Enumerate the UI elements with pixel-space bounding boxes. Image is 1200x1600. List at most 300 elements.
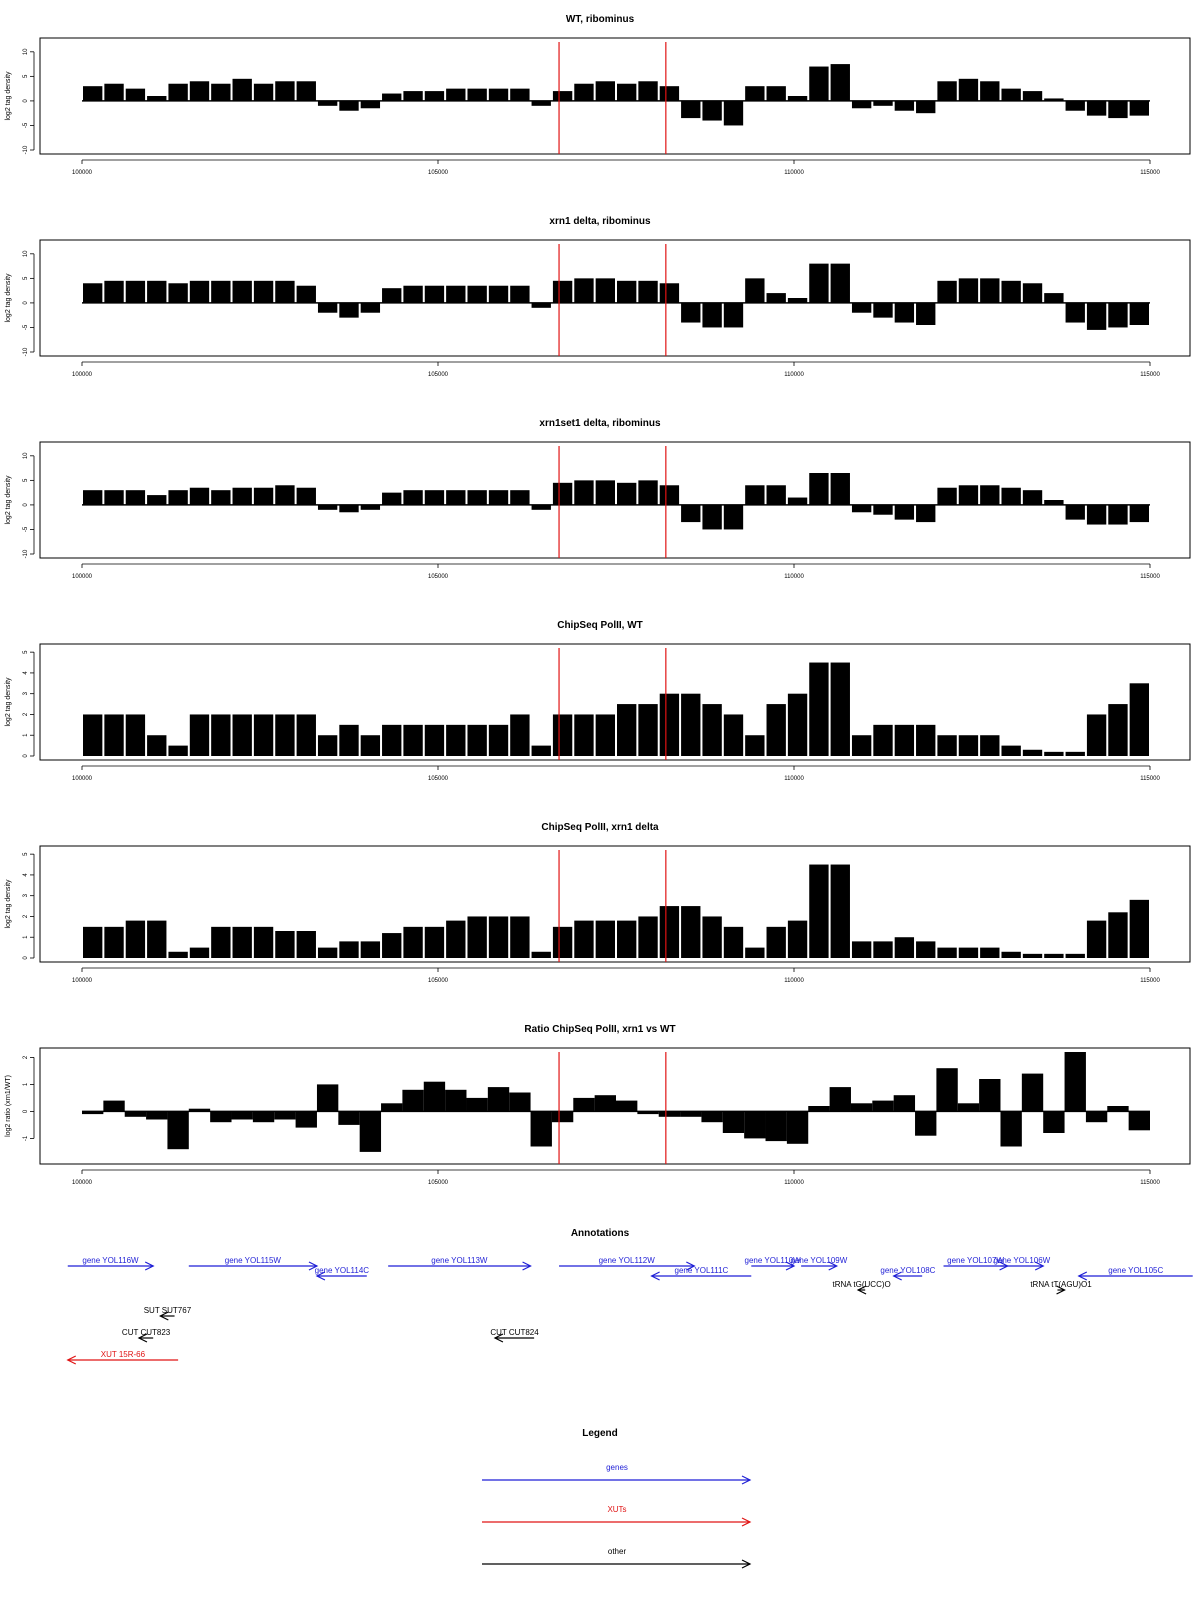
- y-tick-label: 0: [23, 754, 29, 758]
- data-bar: [937, 81, 956, 101]
- data-bar: [574, 480, 593, 505]
- data-bar: [937, 948, 956, 958]
- data-bar: [1001, 746, 1020, 756]
- x-tick-label: 100000: [71, 978, 93, 984]
- data-bar: [916, 725, 935, 756]
- feature-gene: [652, 1266, 752, 1280]
- x-tick-label: 110000: [784, 1180, 804, 1186]
- data-bar: [681, 694, 700, 756]
- area-segment: [915, 1111, 936, 1135]
- data-bar: [168, 490, 187, 505]
- y-tick-label: 3: [23, 692, 29, 696]
- x-tick-label: 105000: [427, 978, 449, 984]
- data-bar: [852, 303, 871, 313]
- data-bar: [873, 303, 892, 318]
- area-segment: [146, 1111, 167, 1119]
- data-bar: [553, 91, 572, 101]
- feature-label: tRNA tT(AGU)O1: [1030, 1280, 1092, 1289]
- data-bar: [1108, 101, 1127, 118]
- data-bar: [318, 735, 337, 756]
- data-bar: [318, 505, 337, 510]
- y-tick-label: 5: [23, 74, 29, 79]
- data-bar: [233, 79, 252, 101]
- legend: [482, 1428, 750, 1568]
- data-bar: [361, 941, 380, 958]
- data-bar: [532, 505, 551, 510]
- data-bar: [126, 921, 145, 958]
- data-bar: [574, 278, 593, 303]
- data-bar: [1108, 303, 1127, 328]
- data-bar: [104, 84, 123, 101]
- data-bar: [147, 96, 166, 101]
- data-bar: [1001, 281, 1020, 303]
- data-bar: [83, 86, 102, 101]
- legend-item-label: XUTs: [607, 1505, 627, 1514]
- y-axis-label: log2 tag density: [5, 273, 12, 323]
- feature-label: CUT CUT824: [490, 1328, 539, 1337]
- area-segment: [296, 1111, 317, 1127]
- y-tick-label: 5: [23, 276, 29, 281]
- data-bar: [574, 84, 593, 101]
- data-bar: [596, 921, 615, 958]
- data-bar: [553, 714, 572, 756]
- data-bar: [980, 81, 999, 101]
- data-bar: [467, 916, 486, 958]
- feature-label: CUT CUT823: [121, 1328, 171, 1337]
- data-bar: [467, 286, 486, 303]
- feature-other: [490, 1328, 539, 1342]
- data-bar: [553, 483, 572, 505]
- feature-gene: [1079, 1266, 1193, 1280]
- data-bar: [126, 714, 145, 756]
- data-bar: [852, 735, 871, 756]
- data-bar: [382, 493, 401, 505]
- data-bar: [339, 941, 358, 958]
- x-tick-label: 100000: [71, 372, 93, 378]
- data-bar: [617, 281, 636, 303]
- data-bar: [916, 303, 935, 325]
- y-tick-label: 5: [23, 478, 29, 483]
- data-bar: [83, 490, 102, 505]
- data-bar: [147, 495, 166, 505]
- data-bar: [233, 927, 252, 958]
- y-tick-label: 1: [23, 1082, 29, 1087]
- data-bar: [297, 81, 316, 101]
- y-tick-label: 0: [23, 1109, 29, 1114]
- area-segment: [445, 1090, 466, 1112]
- data-bar: [788, 298, 807, 303]
- area-segment: [894, 1095, 915, 1111]
- feature-label: gene YOL112W: [598, 1256, 655, 1265]
- area-segment: [573, 1098, 594, 1112]
- data-bar: [809, 865, 828, 958]
- area-segment: [680, 1111, 701, 1116]
- y-tick-label: 10: [23, 48, 29, 56]
- data-bar: [596, 714, 615, 756]
- area-segment: [1065, 1052, 1086, 1111]
- data-bar: [1066, 954, 1085, 958]
- data-bar: [382, 288, 401, 303]
- data-bar: [446, 490, 465, 505]
- x-tick-label: 105000: [427, 776, 449, 782]
- data-bar: [83, 283, 102, 303]
- area-segment: [253, 1111, 274, 1122]
- data-bar: [489, 916, 508, 958]
- feature-other: [1030, 1280, 1092, 1294]
- data-bar: [638, 916, 657, 958]
- data-bar: [211, 490, 230, 505]
- area-segment: [936, 1068, 957, 1111]
- feature-label: gene YOL108C: [880, 1266, 936, 1275]
- data-bar: [1044, 752, 1063, 756]
- feature-label: tRNA tG(UCC)O: [832, 1280, 891, 1289]
- chart-panel-6: [5, 1024, 1190, 1186]
- data-bar: [724, 714, 743, 756]
- data-bar: [1066, 101, 1085, 111]
- data-bar: [638, 480, 657, 505]
- data-bar: [895, 937, 914, 958]
- chart-panel-2: [5, 216, 1190, 378]
- data-bar: [403, 927, 422, 958]
- annotations-title: Annotations: [570, 1228, 630, 1239]
- data-bar: [660, 86, 679, 101]
- data-bar: [318, 101, 337, 106]
- data-bar: [574, 921, 593, 958]
- area-segment: [103, 1101, 124, 1112]
- data-bar: [126, 490, 145, 505]
- data-bar: [937, 488, 956, 505]
- x-tick-label: 105000: [427, 170, 449, 176]
- x-tick-label: 105000: [427, 1180, 449, 1186]
- panel-title: xrn1set1 delta, ribominus: [539, 418, 661, 429]
- area-segment: [1022, 1074, 1043, 1112]
- data-bar: [873, 505, 892, 515]
- x-tick-label: 100000: [71, 1180, 93, 1186]
- feature-other: [122, 1328, 171, 1342]
- data-bar: [809, 67, 828, 101]
- data-bar: [318, 948, 337, 958]
- data-bar: [745, 485, 764, 505]
- data-bar: [190, 948, 209, 958]
- y-tick-label: 2: [23, 712, 29, 717]
- data-bar: [873, 101, 892, 106]
- data-bar: [681, 906, 700, 958]
- feature-label: gene YOL116W: [82, 1256, 139, 1265]
- data-bar: [873, 941, 892, 958]
- data-bar: [126, 89, 145, 101]
- area-segment: [274, 1111, 295, 1119]
- data-bar: [425, 927, 444, 958]
- feature-gene: [388, 1256, 530, 1270]
- data-bar: [233, 281, 252, 303]
- data-bar: [361, 735, 380, 756]
- data-bar: [916, 101, 935, 113]
- y-axis-label: log2 tag density: [5, 879, 12, 929]
- data-bar: [275, 714, 294, 756]
- data-bar: [767, 704, 786, 756]
- data-bar: [532, 101, 551, 106]
- data-bar: [489, 490, 508, 505]
- x-tick-label: 100000: [71, 574, 93, 580]
- x-tick-label: 110000: [784, 170, 804, 176]
- area-segment: [766, 1111, 787, 1141]
- data-bar: [724, 927, 743, 958]
- area-segment: [189, 1109, 210, 1112]
- data-bar: [724, 303, 743, 328]
- panel-title: ChipSeq PolII, xrn1 delta: [541, 822, 659, 833]
- data-bar: [1066, 752, 1085, 756]
- data-bar: [254, 84, 273, 101]
- x-tick-label: 110000: [784, 978, 804, 984]
- data-bar: [852, 505, 871, 512]
- legend-item-gene: [482, 1463, 750, 1484]
- legend-item-label: genes: [606, 1463, 628, 1472]
- data-bar: [446, 725, 465, 756]
- data-bar: [1066, 303, 1085, 323]
- feature-label: gene YOL110W: [744, 1256, 801, 1265]
- area-segment: [808, 1106, 829, 1111]
- area-segment: [338, 1111, 359, 1125]
- area-segment: [701, 1111, 722, 1122]
- feature-gene: [68, 1256, 153, 1270]
- data-bar: [297, 286, 316, 303]
- data-bar: [1108, 505, 1127, 525]
- feature-gene: [189, 1256, 317, 1270]
- data-bar: [617, 483, 636, 505]
- area-segment: [317, 1084, 338, 1111]
- data-bar: [339, 303, 358, 318]
- feature-label: gene YOL105C: [1108, 1266, 1164, 1275]
- data-bar: [190, 81, 209, 101]
- data-bar: [980, 948, 999, 958]
- data-bar: [980, 735, 999, 756]
- data-bar: [403, 286, 422, 303]
- feature-label: gene YOL109W: [790, 1256, 848, 1265]
- data-bar: [510, 286, 529, 303]
- data-bar: [767, 927, 786, 958]
- data-bar: [211, 927, 230, 958]
- feature-label: gene YOL113W: [431, 1256, 488, 1265]
- data-bar: [959, 79, 978, 101]
- feature-label: gene YOL107W: [947, 1256, 1004, 1265]
- x-tick-label: 110000: [784, 372, 804, 378]
- x-tick-label: 105000: [427, 372, 449, 378]
- data-bar: [275, 281, 294, 303]
- data-bar: [339, 725, 358, 756]
- data-bar: [745, 948, 764, 958]
- feature-gene: [791, 1256, 848, 1270]
- area-segment: [830, 1087, 851, 1111]
- data-bar: [532, 746, 551, 756]
- data-bar: [467, 89, 486, 101]
- data-bar: [254, 927, 273, 958]
- feature-label: XUT 15R-66: [100, 1350, 146, 1359]
- area-segment: [360, 1111, 381, 1152]
- legend-title: Legend: [582, 1428, 618, 1439]
- data-bar: [788, 498, 807, 505]
- panel-title: xrn1 delta, ribominus: [549, 216, 651, 227]
- area-segment: [125, 1111, 146, 1116]
- data-bar: [532, 303, 551, 308]
- area-segment: [466, 1098, 487, 1112]
- feature-other: [833, 1280, 891, 1294]
- x-tick-label: 110000: [784, 574, 804, 580]
- y-tick-label: 4: [23, 873, 29, 877]
- data-bar: [1044, 98, 1063, 100]
- data-bar: [1087, 505, 1106, 525]
- area-segment: [402, 1090, 423, 1112]
- data-bar: [831, 865, 850, 958]
- data-bar: [1130, 101, 1149, 116]
- data-bar: [831, 663, 850, 756]
- data-bar: [895, 101, 914, 111]
- data-bar: [104, 490, 123, 505]
- feature-gene: [993, 1256, 1050, 1270]
- data-bar: [104, 927, 123, 958]
- y-tick-label: 2: [23, 914, 29, 919]
- area-segment: [958, 1103, 979, 1111]
- area-segment: [232, 1111, 253, 1119]
- area-segment: [82, 1111, 103, 1114]
- area-segment: [637, 1111, 658, 1114]
- data-bar: [403, 91, 422, 101]
- area-segment: [979, 1079, 1000, 1111]
- data-bar: [681, 303, 700, 323]
- data-bar: [532, 952, 551, 958]
- legend-item-label: other: [607, 1547, 627, 1556]
- chart-panel-3: [5, 418, 1190, 580]
- area-segment: [1129, 1111, 1150, 1130]
- y-tick-label: 1: [23, 935, 29, 939]
- y-tick-label: 10: [23, 452, 29, 460]
- area-segment: [167, 1111, 188, 1149]
- x-tick-label: 105000: [427, 574, 449, 580]
- data-bar: [895, 303, 914, 323]
- data-bar: [724, 101, 743, 126]
- x-tick-label: 100000: [71, 776, 93, 782]
- area-segment: [1043, 1111, 1064, 1133]
- data-bar: [745, 278, 764, 303]
- data-bar: [660, 906, 679, 958]
- y-tick-label: -10: [23, 145, 29, 155]
- y-tick-label: 0: [23, 956, 29, 960]
- area-segment: [210, 1111, 231, 1122]
- area-segment: [488, 1087, 509, 1111]
- data-bar: [702, 101, 721, 121]
- feature-label: gene YOL114C: [314, 1266, 370, 1275]
- data-bar: [489, 286, 508, 303]
- data-bar: [382, 933, 401, 958]
- data-bar: [788, 96, 807, 101]
- feature-label: gene YOL115W: [224, 1256, 281, 1265]
- data-bar: [275, 485, 294, 505]
- data-bar: [1001, 952, 1020, 958]
- data-bar: [959, 278, 978, 303]
- data-bar: [403, 490, 422, 505]
- data-bar: [382, 725, 401, 756]
- area-segment: [659, 1111, 680, 1116]
- data-bar: [553, 927, 572, 958]
- data-bar: [510, 916, 529, 958]
- y-tick-label: 4: [23, 671, 29, 675]
- area-segment: [1107, 1106, 1128, 1111]
- chart-panel-1: [5, 14, 1190, 176]
- data-bar: [831, 473, 850, 505]
- data-bar: [339, 505, 358, 512]
- data-bar: [1044, 500, 1063, 505]
- data-bar: [1044, 293, 1063, 303]
- data-bar: [1108, 704, 1127, 756]
- feature-label: SUT SUT767: [143, 1306, 192, 1315]
- data-bar: [681, 101, 700, 118]
- data-bar: [916, 941, 935, 958]
- data-bar: [1023, 954, 1042, 958]
- x-tick-label: 115000: [1140, 170, 1160, 176]
- y-tick-label: 5: [23, 852, 29, 856]
- data-bar: [510, 89, 529, 101]
- x-tick-label: 100000: [71, 170, 93, 176]
- data-bar: [574, 714, 593, 756]
- feature-gene: [315, 1266, 370, 1280]
- x-tick-label: 115000: [1140, 776, 1160, 782]
- data-bar: [788, 694, 807, 756]
- data-bar: [126, 281, 145, 303]
- data-bar: [596, 480, 615, 505]
- data-bar: [767, 293, 786, 303]
- feature-gene: [880, 1266, 935, 1280]
- data-bar: [617, 84, 636, 101]
- data-bar: [831, 64, 850, 101]
- area-segment: [552, 1111, 573, 1122]
- data-bar: [809, 473, 828, 505]
- data-bar: [254, 714, 273, 756]
- panel-title: WT, ribominus: [565, 14, 635, 25]
- y-tick-label: -10: [23, 549, 29, 559]
- x-tick-label: 115000: [1140, 978, 1160, 984]
- legend-item-other: [482, 1547, 750, 1568]
- data-bar: [1044, 954, 1063, 958]
- data-bar: [1001, 488, 1020, 505]
- data-bar: [959, 735, 978, 756]
- data-bar: [1023, 490, 1042, 505]
- data-bar: [638, 281, 657, 303]
- data-bar: [147, 921, 166, 958]
- data-bar: [553, 281, 572, 303]
- data-bar: [361, 303, 380, 313]
- y-axis-label: log2 tag density: [5, 677, 12, 727]
- data-bar: [83, 927, 102, 958]
- data-bar: [510, 714, 529, 756]
- data-bar: [660, 694, 679, 756]
- data-bar: [425, 91, 444, 101]
- data-bar: [681, 505, 700, 522]
- data-bar: [1001, 89, 1020, 101]
- data-bar: [382, 94, 401, 101]
- data-bar: [190, 281, 209, 303]
- data-bar: [702, 505, 721, 530]
- data-bar: [190, 488, 209, 505]
- data-bar: [959, 948, 978, 958]
- data-bar: [425, 490, 444, 505]
- data-bar: [1023, 283, 1042, 303]
- data-bar: [724, 505, 743, 530]
- data-bar: [809, 264, 828, 303]
- data-bar: [831, 264, 850, 303]
- data-bar: [190, 714, 209, 756]
- data-bar: [297, 488, 316, 505]
- data-bar: [702, 704, 721, 756]
- data-bar: [852, 941, 871, 958]
